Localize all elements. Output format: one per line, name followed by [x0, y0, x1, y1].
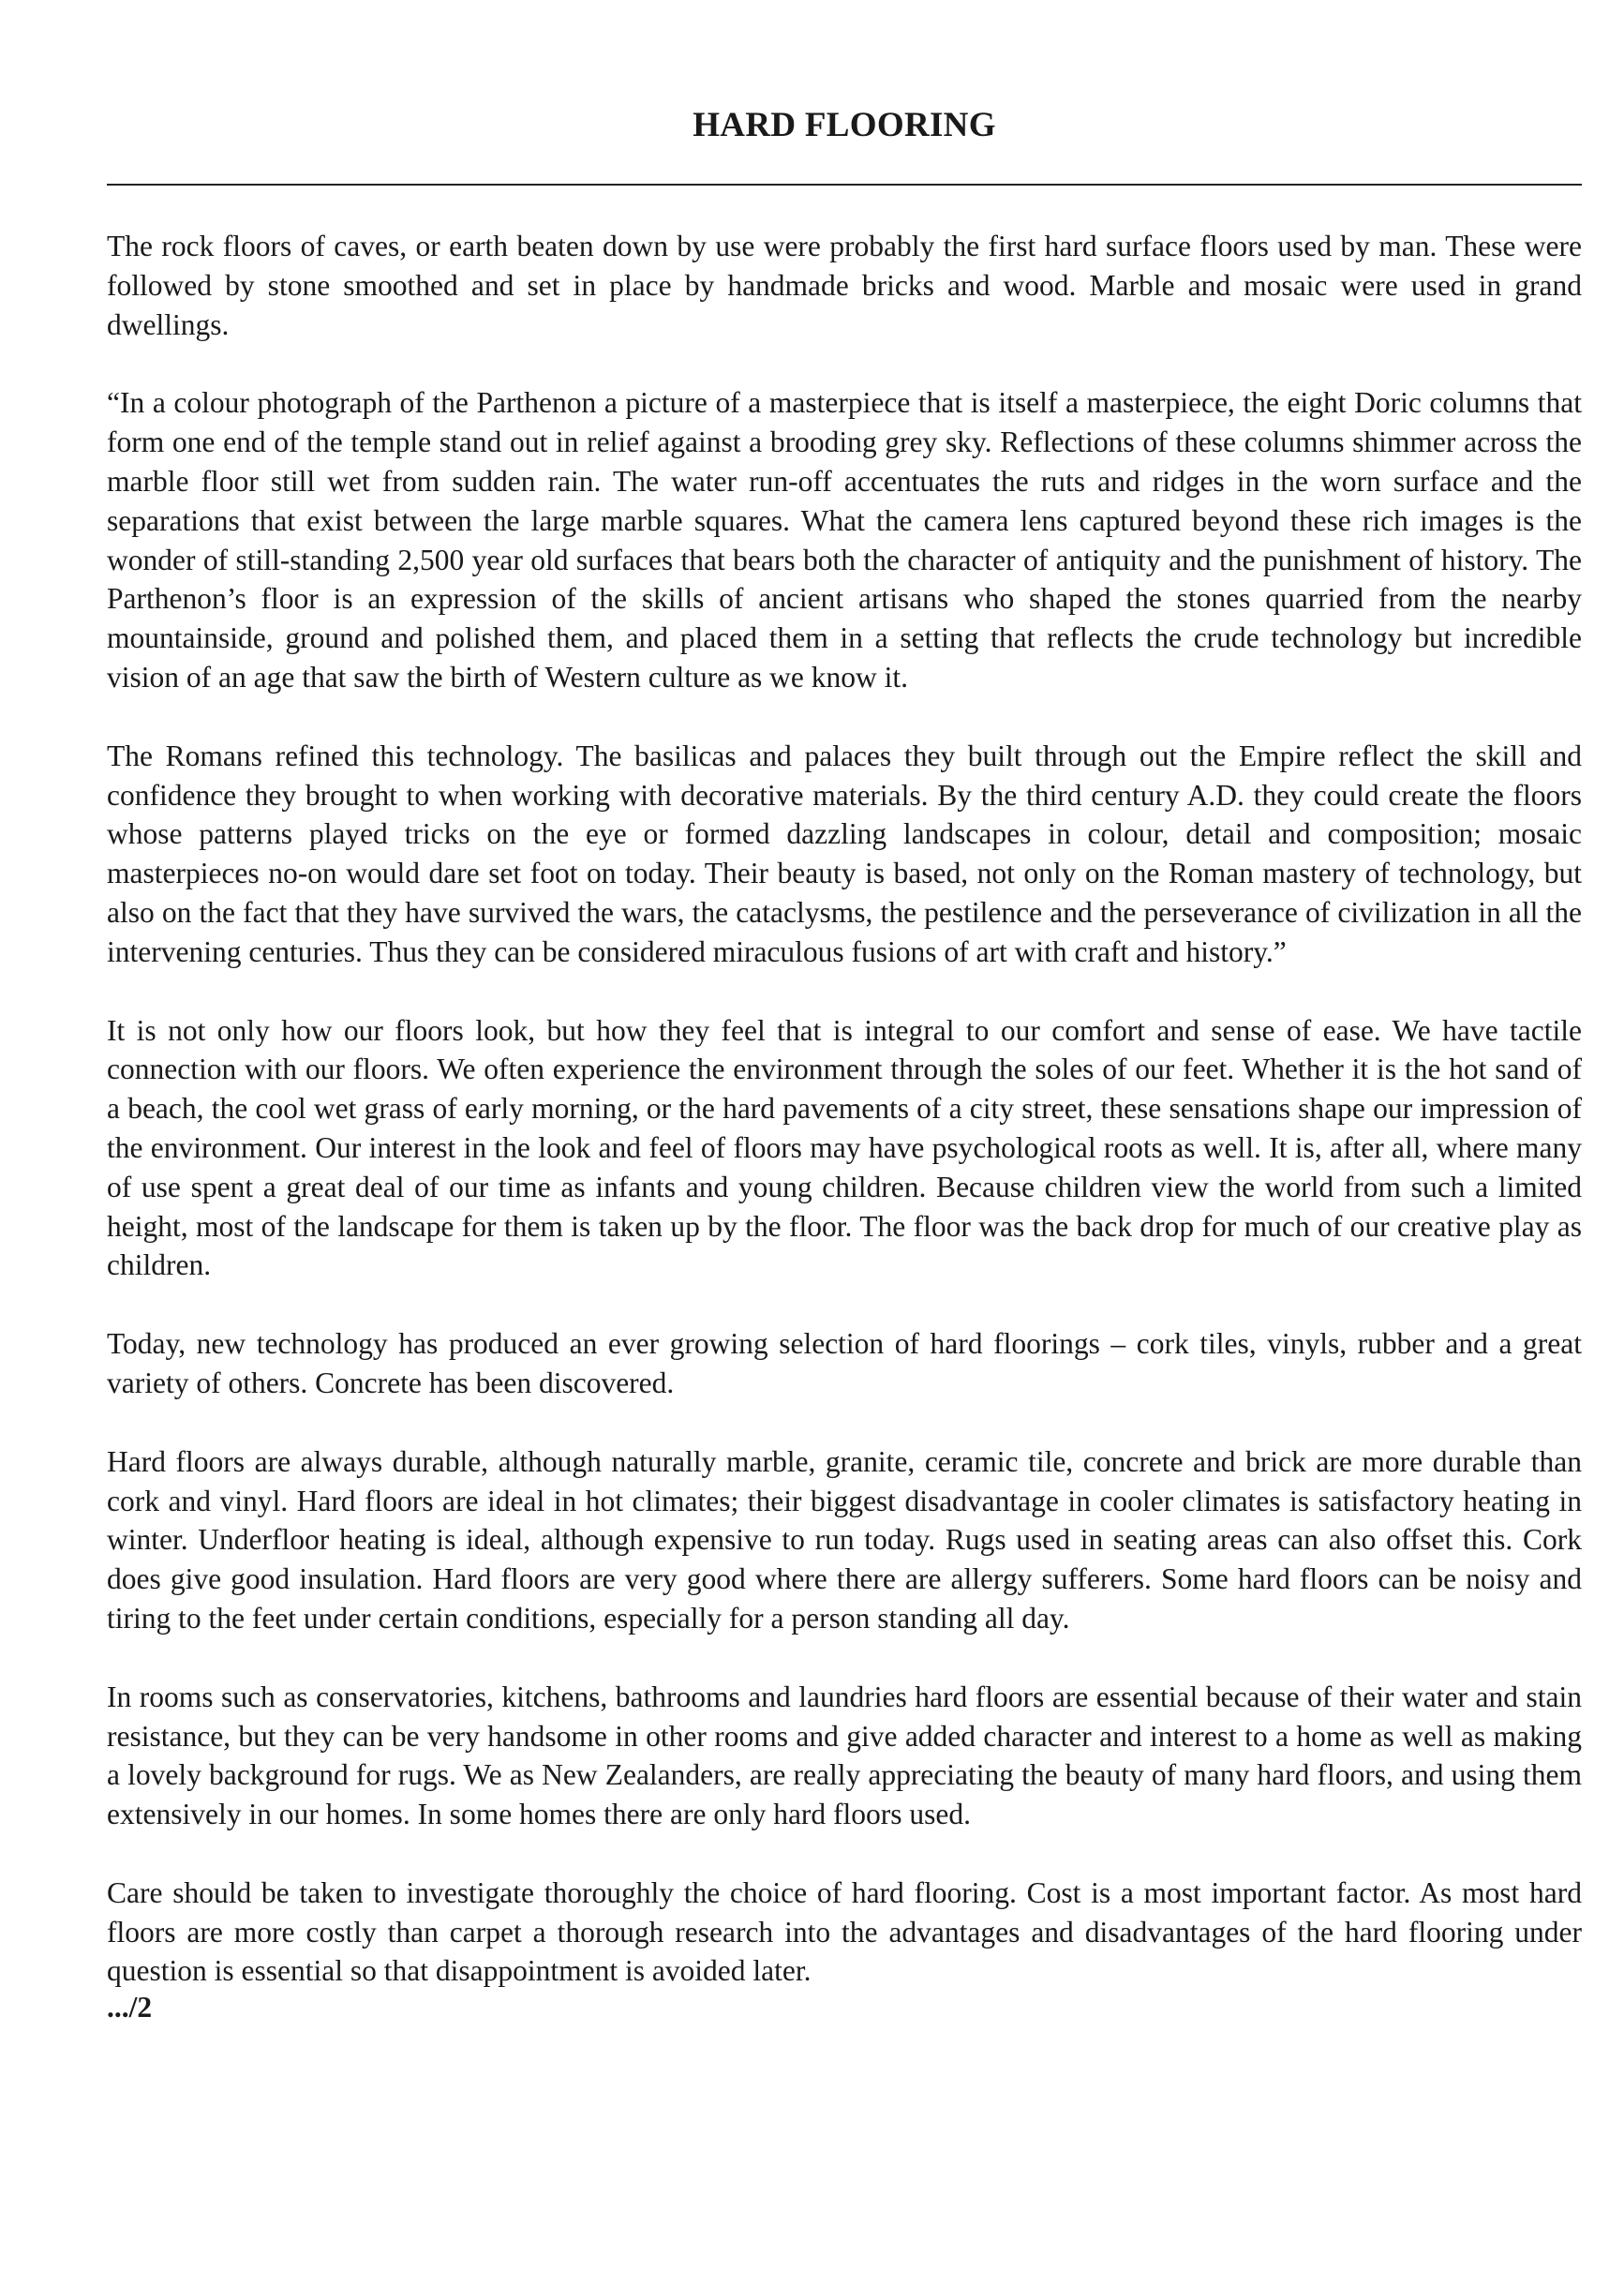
paragraph-romans: The Romans refined this technology. The basilicas and palaces they built through out the Empire reflect the skill and confidence they brought to when working with decorative materials. By the third century A.D. they could create the floors whose patterns played tricks on the eye or formed dazzling landscapes in colour, detail and composition; mosaic masterpieces no-on would dare set foot on today. Their beauty is based, not only on the Roman mastery of technology, but also on the fact that they have survived the wars, the cataclysms, the pestilence and the perseverance of civilization in all the intervening centuries. Thus they can be considered miraculous fusions of art with craft and history.” — [107, 739, 1582, 968]
paragraph-origins: The rock floors of caves, or earth beaten down by use were probably the first hard surface floors used by man. These were followed by stone smoothed and set in place by handmade bricks and wood. Marble and mosaic were used in grand dwellings. — [107, 230, 1582, 341]
page-continuation-marker: .../2 — [107, 1991, 153, 2024]
paragraph-parthenon-quote: “In a colour photograph of the Parthenon a picture of a masterpiece that is itself a masterpiece, the eight Doric columns that form one end of the temple stand out in relief against a brooding grey sky. Reflections of these columns shimmer across the marble floor still wet from sudden rain. The water run-off accentuates the ruts and ridges in the worn surface and the separations that exist between the large marble squares. What the camera lens captured beyond these rich images is the wonder of still-standing 2,500 year old surfaces that bears both the character of antiquity and the punishment of history. The Parthenon’s floor is an expression of the skills of ancient artisans who shaped the stones quarried from the nearby mountainside, ground and polished them, and placed them in a setting that reflects the crude technology but incredible vision of an age that saw the birth of Western culture as we know it. — [107, 386, 1582, 694]
paragraph-care: Care should be taken to investigate thoroughly the choice of hard flooring. Cost is a most important factor. As most hard floors are more costly than carpet a thorough research into the advantages and disadvantages of the hard flooring under question is essential so that disappointment is avoided later. — [107, 1875, 1582, 1988]
title-divider — [107, 184, 1582, 186]
paragraph-new-technology: Today, new technology has produced an ever growing selection of hard floorings – cork tiles, vinyls, rubber and a great variety of others. Concrete has been discovered. — [107, 1327, 1582, 1399]
page-title: HARD FLOORING — [693, 106, 996, 144]
document-page — [107, 103, 1582, 2024]
paragraph-tactile: It is not only how our floors look, but how they feel that is integral to our comfort and sense of ease. We have tactile connection with our floors. We often experience the environment through the soles of our feet. Whether it is the hot sand of a beach, the cool wet grass of early morning, or the hard pavements of a city street, these sensations shape our impression of the environment. Our interest in the look and feel of floors may have psychological roots as well. It is, after all, where many of use spent a great deal of our time as infants and young children. Because children view the world from such a limited height, most of the landscape for them is taken up by the floor. The floor was the back drop for much of our creative play as children. — [107, 1013, 1582, 1282]
paragraph-durability: Hard floors are always durable, although naturally marble, granite, ceramic tile, concrete and brick are more durable than cork and vinyl. Hard floors are ideal in hot climates; their biggest disadvantage in cooler climates is satisfactory heating in winter. Underfloor heating is ideal, although expensive to run today. Rugs used in seating areas can also offset this. Cork does give good insulation. Hard floors are very good where there are allergy sufferers. Some hard floors can be noisy and tiring to the feet under certain conditions, especially for a person standing all day. — [107, 1444, 1582, 1635]
paragraph-rooms: In rooms such as conservatories, kitchens, bathrooms and laundries hard floors are essential because of their water and stain resistance, but they can be very handsome in other rooms and give added character and interest to a home as well as making a lovely background for rugs. We as New Zealanders, are really appreciating the beauty of many hard floors, and using them extensively in our homes. In some homes there are only hard floors used. — [107, 1680, 1582, 1831]
